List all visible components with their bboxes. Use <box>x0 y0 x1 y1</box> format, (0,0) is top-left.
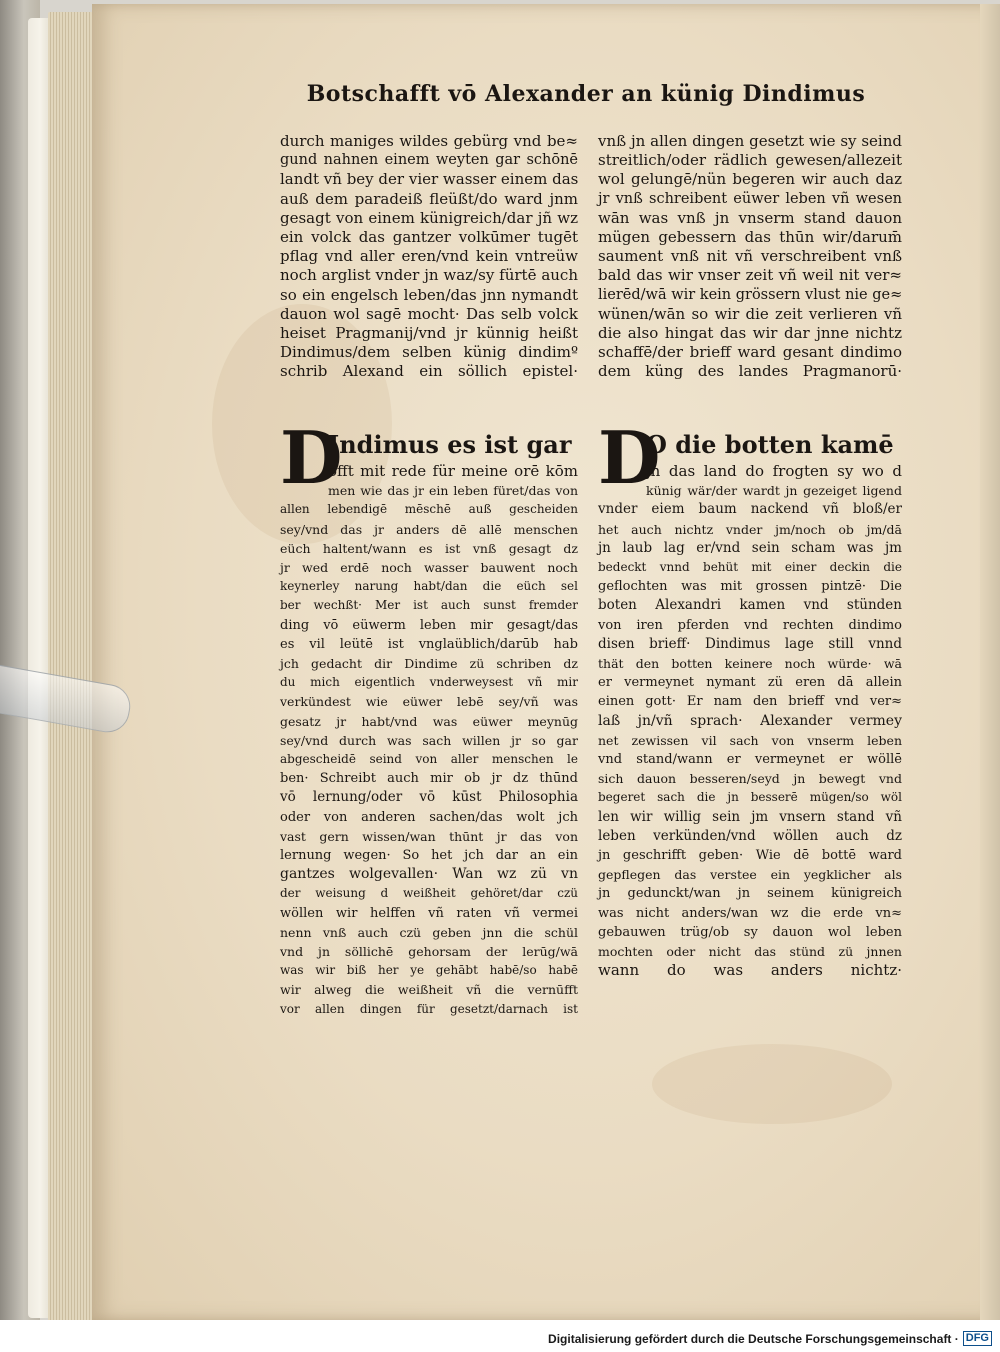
text-line: geflochten was mit grossen pintzē· Die <box>598 579 902 595</box>
text-line: Dindimus/dem selben künig dindimº <box>280 343 578 362</box>
text-line: dem küng des landes Pragmanorū· <box>598 362 902 381</box>
text-line: vō lernung/oder vō kūst Philosophia <box>280 789 578 806</box>
text-line: wann do was anders nichtz· <box>598 961 902 980</box>
text-line: gesagt von einem künigreich/dar jñ wz <box>280 208 578 227</box>
page-stack-edge <box>48 12 98 1322</box>
text-line: men wie das jr ein leben füret/das von <box>328 483 578 499</box>
text-line: durch maniges wildes gebürg vnd be≈ <box>280 132 578 150</box>
text-line: vnd jn söllichē gehorsam der lerūg/wā <box>280 944 578 960</box>
text-line: sich dauon besseren/seyd jn bewegt vnd <box>598 771 902 787</box>
text-line: gesatz jr habt/vnd was eüwer meynūg <box>280 713 578 729</box>
text-line: der weisung d weißheit gehöret/dar czü <box>280 886 578 901</box>
text-line: vnder eiem baum nackend vñ bloß/er <box>598 501 902 518</box>
text-line: keynerley narung habt/dan die eüch sel <box>280 579 578 594</box>
text-line: künig wär/der wardt jn gezeiget ligend <box>646 483 902 499</box>
text-line: ber wechßt· Mer ist auch sunst fremder <box>280 598 578 613</box>
text-line: vnd stand/wann er vermeynet er wöllē <box>598 752 902 768</box>
text-line: einen gott· Er nam den brieff vnd ver≈ <box>598 694 902 710</box>
text-line: jn laub lag er/vnd sein scham was jm <box>598 539 902 556</box>
text-line: gund nahnen einem weyten gar schōnē <box>280 152 578 169</box>
text-line: dauon wol sagē mocht· Das selb volck <box>280 304 578 323</box>
text-line: jn das land do frogten sy wo d <box>646 462 902 480</box>
text-line: du mich eigentlich vnderweysest vñ mir <box>280 675 578 690</box>
text-line: saument vnß nit vñ verschreibent vnß <box>598 247 902 266</box>
text-line: noch arglist vnder jn waz/sy fürtē auch <box>280 266 578 285</box>
text-line: ein volck das gantzer volkūmer tugēt <box>280 228 578 247</box>
text-line: so ein engelsch leben/das jnn nymandt <box>280 285 578 304</box>
text-line: vast gern wissen/wan thūnt jr das von <box>280 828 578 844</box>
digitization-credit <box>548 1331 992 1346</box>
running-title: Botschafft vō Alexander an künig Dindimus <box>306 81 866 107</box>
text-column-right-top <box>598 132 902 382</box>
text-line: jr vnß schreibent eüwer leben vñ wesen <box>598 190 902 207</box>
text-line: von iren pferden vnd rechten dindimo <box>598 617 902 633</box>
text-line: mügen gebessern das thūn wir/darum̄ <box>598 228 902 247</box>
text-line: gepflegen das verstee ein yegklicher als <box>598 867 902 883</box>
opening-line: O die botten kamē <box>646 430 894 459</box>
text-line: het auch nichtz vnder jm/noch ob jm/dā <box>598 521 902 537</box>
text-line: verkündest wie eüwer lebē sey/vñ was <box>280 694 578 710</box>
text-line: wol gelungē/nün begeren wir auch daz <box>598 170 902 189</box>
text-line: disen brieff· Dindimus lage still vnnd <box>598 635 902 652</box>
text-line: oder von anderen sachen/das wolt jch <box>280 809 578 825</box>
text-lines <box>280 462 578 1019</box>
text-line: wöllen wir helffen vñ raten vñ vermei <box>280 905 578 921</box>
text-line: vnß jn allen dingen gesetzt wie sy seind <box>598 132 902 150</box>
page-right-edge <box>980 4 1000 1320</box>
text-line: streitlich/oder rädlich gewesen/allezeit <box>598 151 902 170</box>
text-line: jn geschrifft geben· Wie dē bottē ward <box>598 848 902 864</box>
text-line: jch gedacht dir Dindime zü schriben dz <box>280 656 578 672</box>
text-line: mochten oder nicht das stünd zü jnnen <box>598 944 902 960</box>
text-column-left-top <box>280 132 578 382</box>
text-line: schrib Alexand ein söllich epistel· <box>280 362 578 381</box>
text-line: es vil leütē ist vnglaüblich/darūb hab <box>280 636 578 652</box>
text-line: wir alweg die weißheit vñ die vernūfft <box>280 982 578 998</box>
text-line: offt mit rede für meine orē kōm <box>328 462 578 480</box>
text-line: auß dem paradeiß fleüßt/do ward jnm <box>280 189 578 208</box>
text-line: ben· Schreibt auch mir ob jr dz thūnd <box>280 771 578 787</box>
text-line: vor allen dingen für gesetzt/darnach ist <box>280 1001 578 1016</box>
text-line: wünen/wān so wir die zeit verlieren vñ <box>598 304 902 323</box>
text-column-right-bottom <box>598 415 902 980</box>
text-column-left-bottom <box>280 415 578 1019</box>
text-line: laß jn/vñ sprach· Alexander vermey <box>598 712 902 729</box>
text-lines <box>598 462 902 980</box>
text-line: er vermeynet nymant zü eren dā allein <box>598 675 902 691</box>
text-line: lierēd/wā wir kein grössern vlust nie ge≈ <box>598 286 903 303</box>
text-line: heiset Pragmanij/vnd jr künnig heißt <box>280 324 578 343</box>
initial-letter: D <box>280 415 343 500</box>
text-line: landt vñ bey der vier wasser einem das <box>280 170 579 189</box>
text-line: was wir biß her ye gehābt habē/so habē <box>280 963 578 978</box>
text-line: begeret sach die jn besserē mügen/so wöl <box>598 790 902 805</box>
text-line: ding vō eüwerm leben mir gesagt/das <box>280 617 578 633</box>
text-line: gantzes wolgevallen· Wan wz zü vn <box>280 866 578 883</box>
text-line: allen lebendigē mēschē auß gescheiden <box>280 502 578 517</box>
initial-letter: D <box>598 415 661 500</box>
text-line: gebauwen trüg/ob sy dauon wol leben <box>598 924 902 940</box>
text-line: boten Alexandri kamen vnd stünden <box>598 597 902 614</box>
dfg-logo: DFG <box>963 1331 992 1346</box>
text-line: eüch haltent/wann es ist vnß gesagt dz <box>280 540 578 556</box>
text-line: abgescheidē seind von aller menschen le <box>280 752 578 767</box>
text-line: jr wed erdē noch wasser bauwent noch <box>280 560 578 576</box>
text-line: die also hingat das wir dar jnne nichtz <box>598 324 902 343</box>
text-line: was nicht anders/wan wz die erde vn≈ <box>598 905 902 921</box>
text-line: bald das wir vnser zeit vñ weil nit ver≈ <box>598 266 902 285</box>
text-line: pflag vnd aller eren/vnd kein vntreüw <box>280 247 578 266</box>
text-line: wān was vnß jn vnserm stand dauon <box>598 208 902 227</box>
text-line: lernung wegen· So het jch dar an ein <box>280 848 578 864</box>
text-line: nenn vnß auch czü geben jnn die schül <box>280 924 578 940</box>
text-line: bedeckt vnnd behüt mit einer deckin die <box>598 560 902 575</box>
text-line: net zewissen vil sach von vnserm leben <box>598 732 902 748</box>
paper-stain <box>652 1044 892 1124</box>
credit-text: Digitalisierung gefördert durch die Deutsche Forschungsgemeinschaft · <box>548 1331 959 1346</box>
text-line: sey/vnd durch was sach willen jr so gar <box>280 732 578 748</box>
text-line: jn gedunckt/wan jn seinem künigreich <box>598 886 902 902</box>
opening-line: Indimus es ist gar <box>328 430 572 459</box>
text-line: thät den botten keinere noch würde· wā <box>598 656 902 672</box>
text-line: leben verkünden/vnd wöllen auch dz <box>598 827 902 844</box>
text-line: len wir willig sein jm vnsern stand vñ <box>598 808 902 825</box>
text-line: schaffē/der brieff ward gesant dindimo <box>598 343 902 362</box>
text-line: sey/vnd das jr anders dē allē menschen <box>280 521 578 537</box>
